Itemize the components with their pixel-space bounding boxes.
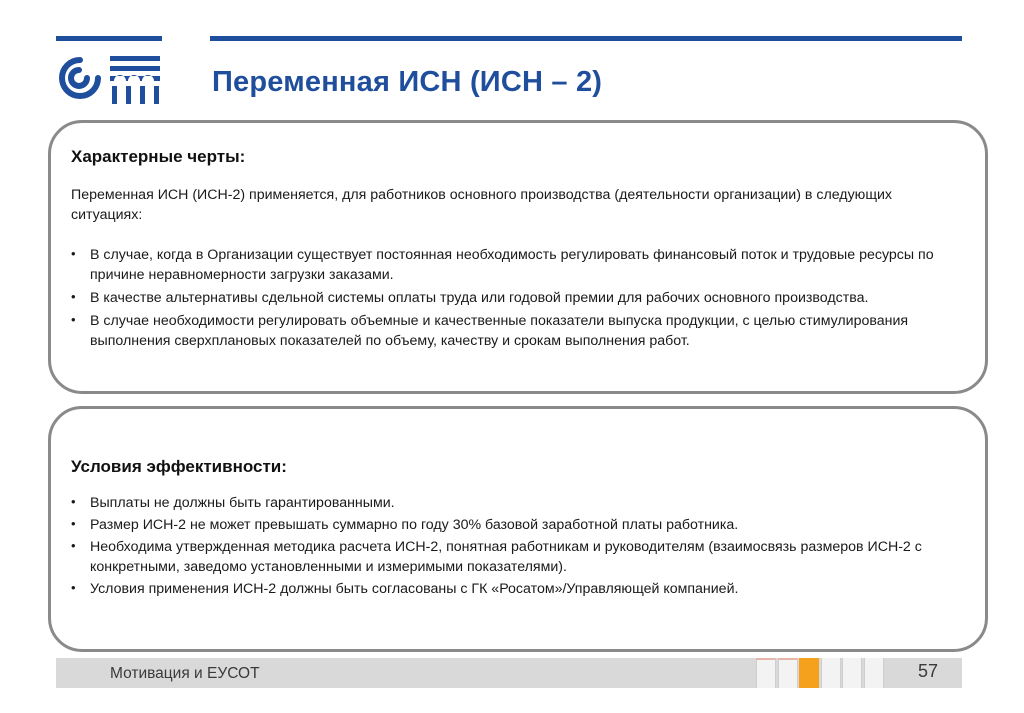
features-list	[71, 245, 971, 354]
list-item: • Размер ИСН-2 не может превышать суммарно по году 30% базовой заработной платы работника.	[71, 515, 971, 535]
progress-segment	[756, 658, 776, 688]
features-panel	[48, 120, 988, 394]
conditions-heading: Условия эффективности:	[71, 457, 287, 476]
list-item: • В качестве альтернативы сдельной системы оплаты труда или годовой премии для рабочих основного производства.	[71, 288, 971, 308]
company-logo-icon	[54, 48, 166, 106]
conditions-panel	[48, 406, 988, 652]
conditions-list	[71, 493, 971, 601]
progress-segment-active	[799, 658, 819, 688]
page-number: 57	[917, 661, 938, 681]
features-heading: Характерные черты:	[71, 147, 246, 166]
progress-segment	[842, 658, 862, 688]
section-progress-indicator	[756, 658, 885, 688]
features-intro: Переменная ИСН (ИСН-2) применяется, для работников основного производства (деятельности организации) в следующих ситуациях:	[71, 187, 893, 223]
header-rule-left	[56, 36, 162, 41]
page-title: Переменная ИСН (ИСН – 2)	[212, 66, 603, 98]
list-item: • Необходима утвержденная методика расчета ИСН-2, понятная работникам и руководителям (взаимосвязь размеров ИСН-2 с конкретными, заведомо установленными и измеримыми показателями).	[71, 537, 971, 577]
progress-segment	[778, 658, 798, 688]
progress-segment	[864, 658, 884, 688]
progress-segment	[821, 658, 841, 688]
list-item: • Выплаты не должны быть гарантированными.	[71, 493, 971, 513]
footer-bar	[56, 658, 962, 688]
list-item: • В случае, когда в Организации существует постоянная необходимость регулировать финансовый поток и трудовые ресурсы по причине неравномерности загрузки заказами.	[71, 245, 971, 285]
list-item: • В случае необходимости регулировать объемные и качественные показатели выпуска продукции, с целью стимулирования выполнения сверхплановых показателей по объему, качеству и срокам выполнения работ.	[71, 311, 971, 351]
footer-label: Мотивация и ЕУСОТ	[110, 665, 260, 682]
list-item: • Условия применения ИСН-2 должны быть согласованы с ГК «Росатом»/Управляющей компанией.	[71, 579, 971, 599]
header-rule-right	[210, 36, 962, 41]
